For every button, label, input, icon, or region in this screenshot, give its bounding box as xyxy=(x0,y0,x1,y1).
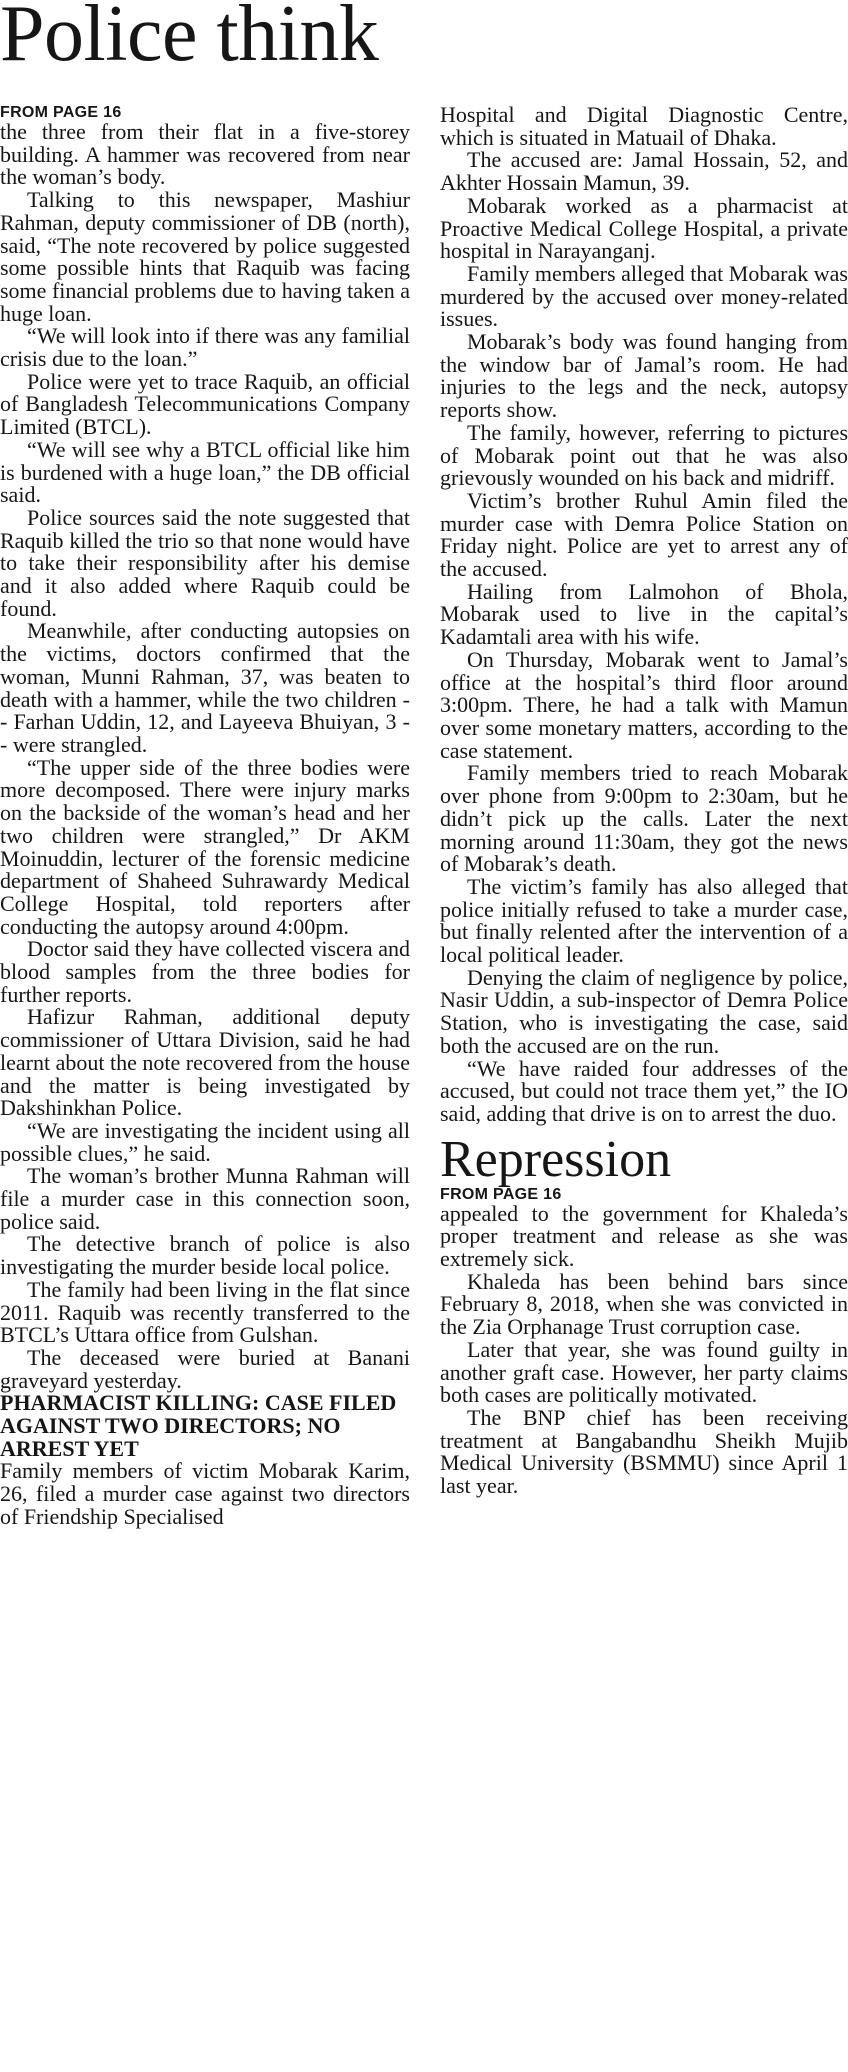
jump-line: FROM PAGE 16 xyxy=(440,1185,562,1203)
paragraph: Hospital and Digital Diagnostic Centre, which is situated in Matuail of Dhaka. xyxy=(440,102,848,150)
paragraph: Khaleda has been behind bars since February 8, 2018, when she was convicted in the Zia Orphanage Trust corruption case. xyxy=(440,1268,848,1340)
left-column xyxy=(0,104,410,1528)
paragraph: Family members of victim Mobarak Karim, 26, filed a murder case against two directors of Friendship Specialised xyxy=(0,1458,410,1529)
paragraph: The accused are: Jamal Hossain, 52, and Akhter Hossain Mamun, 39. xyxy=(440,147,848,196)
continued-story xyxy=(440,104,848,1126)
paragraph: The BNP chief has been receiving treatment at Bangabandhu Sheikh Mujib Medical University (BSMMU) since April 1 last year. xyxy=(440,1404,848,1499)
paragraph: “We will see why a BTCL official like him is burdened with a huge loan,” the DB official said. xyxy=(0,436,410,508)
paragraph: Family members tried to reach Mobarak over phone from 9:00pm to 2:30am, but he didn’t pick up the calls. Later the next morning around 11:30am, they got the news of Mobarak’s death. xyxy=(440,760,848,877)
paragraph: Denying the claim of negligence by police, Nasir Uddin, a sub-inspector of Demra Police Station, who is investigating the case, said both the accused are on the run. xyxy=(440,964,848,1058)
subhead-pharmacist-killing: PHARMACIST KILLING: CASE FILED AGAINST TWO DIRECTORS; NO ARREST YET xyxy=(0,1390,397,1461)
paragraph: Police sources said the note suggested that Raquib killed the trio so that none would have to take their responsibility after his demise and it also added where Raquib could be found. xyxy=(0,504,410,621)
right-column xyxy=(440,104,848,1498)
paragraph: “The upper side of the three bodies were more decomposed. There were injury marks on the backside of the woman’s head and her two children were strangled,” Dr AKM Moinuddin, lecturer of the forensic medicine department of Shaheed Suhrawardy Medical College Hospital, told reporters after conducting the autopsy around 4:00pm. xyxy=(0,754,410,939)
paragraph: appealed to the government for Khaleda’s proper treatment and release as she was extremely sick. xyxy=(440,1200,848,1272)
paragraph: Hailing from Lalmohon of Bhola, Mobarak used to live in the capital’s Kadamtali area with his wife. xyxy=(440,578,848,650)
paragraph: The family had been living in the flat since 2011. Raquib was recently transferred to the BTCL’s Uttara office from Gulshan. xyxy=(0,1276,410,1348)
paragraph: Family members alleged that Mobarak was murdered by the accused over money-related issues. xyxy=(440,260,848,332)
paragraph: Police were yet to trace Raquib, an official of Bangladesh Telecommunications Company Limited (BTCL). xyxy=(0,368,410,440)
paragraph: Meanwhile, after conducting autopsies on the victims, doctors confirmed that the woman, Munni Rahman, 37, was beaten to death with a hammer, while the two children -- Farhan Uddin, 12, and Layeeva Bhuiyan, 3 -- were strangled. xyxy=(0,618,410,757)
jump-line: FROM PAGE 16 xyxy=(0,104,122,121)
paragraph: Mobarak’s body was found hanging from the window bar of Jamal’s room. He had injuries to the legs and the neck, autopsy reports show. xyxy=(440,329,848,423)
paragraph: Victim’s brother Ruhul Amin filed the murder case with Demra Police Station on Friday night. Police are yet to arrest any of the accused. xyxy=(440,487,848,582)
paragraph: “We have raided four addresses of the accused, but could not trace them yet,” the IO said, adding that drive is on to arrest the duo. xyxy=(440,1055,848,1126)
paragraph: Later that year, she was found guilty in another graft case. However, her party claims both cases are politically motivated. xyxy=(440,1336,848,1408)
paragraph: “We will look into if there was any familial crisis due to the loan.” xyxy=(0,323,410,372)
headline-police-think: Police think xyxy=(0,0,379,78)
paragraph: “We are investigating the incident using all possible clues,” he said. xyxy=(0,1117,410,1166)
paragraph: The family, however, referring to pictures of Mobarak point out that he was also grievously wounded on his back and midriff. xyxy=(440,419,848,491)
paragraph: Mobarak worked as a pharmacist at Proactive Medical College Hospital, a private hospital in Narayanganj. xyxy=(440,192,848,264)
paragraph: On Thursday, Mobarak went to Jamal’s office at the hospital’s third floor around 3:00pm. There, he had a talk with Mamun over some monetary matters, according to the case statement. xyxy=(440,646,848,763)
paragraph: The detective branch of police is also investigating the murder beside local police. xyxy=(0,1231,410,1280)
paragraph: The deceased were buried at Banani graveyard yesterday. xyxy=(0,1344,410,1393)
paragraph: The victim’s family has also alleged that police initially refused to take a murder case, but finally relented after the intervention of a local political leader. xyxy=(440,873,848,968)
paragraph: Doctor said they have collected viscera and blood samples from the three bodies for further reports. xyxy=(0,936,410,1007)
headline-repression: Repression xyxy=(440,1130,672,1188)
paragraph: Hafizur Rahman, additional deputy commissioner of Uttara Division, said he had learnt about the note recovered from the house and the matter is being investigated by Dakshinkhan Police. xyxy=(0,1004,410,1121)
paragraph: the three from their flat in a five-storey building. A hammer was recovered from near the woman’s body. xyxy=(0,119,410,190)
paragraph: The woman’s brother Munna Rahman will file a murder case in this connection soon, police said. xyxy=(0,1163,410,1234)
paragraph: Talking to this newspaper, Mashiur Rahman, deputy commissioner of DB (north), said, “The note recovered by police suggested some possible hints that Raquib was facing some financial problems due to having taken a huge loan. xyxy=(0,187,410,326)
